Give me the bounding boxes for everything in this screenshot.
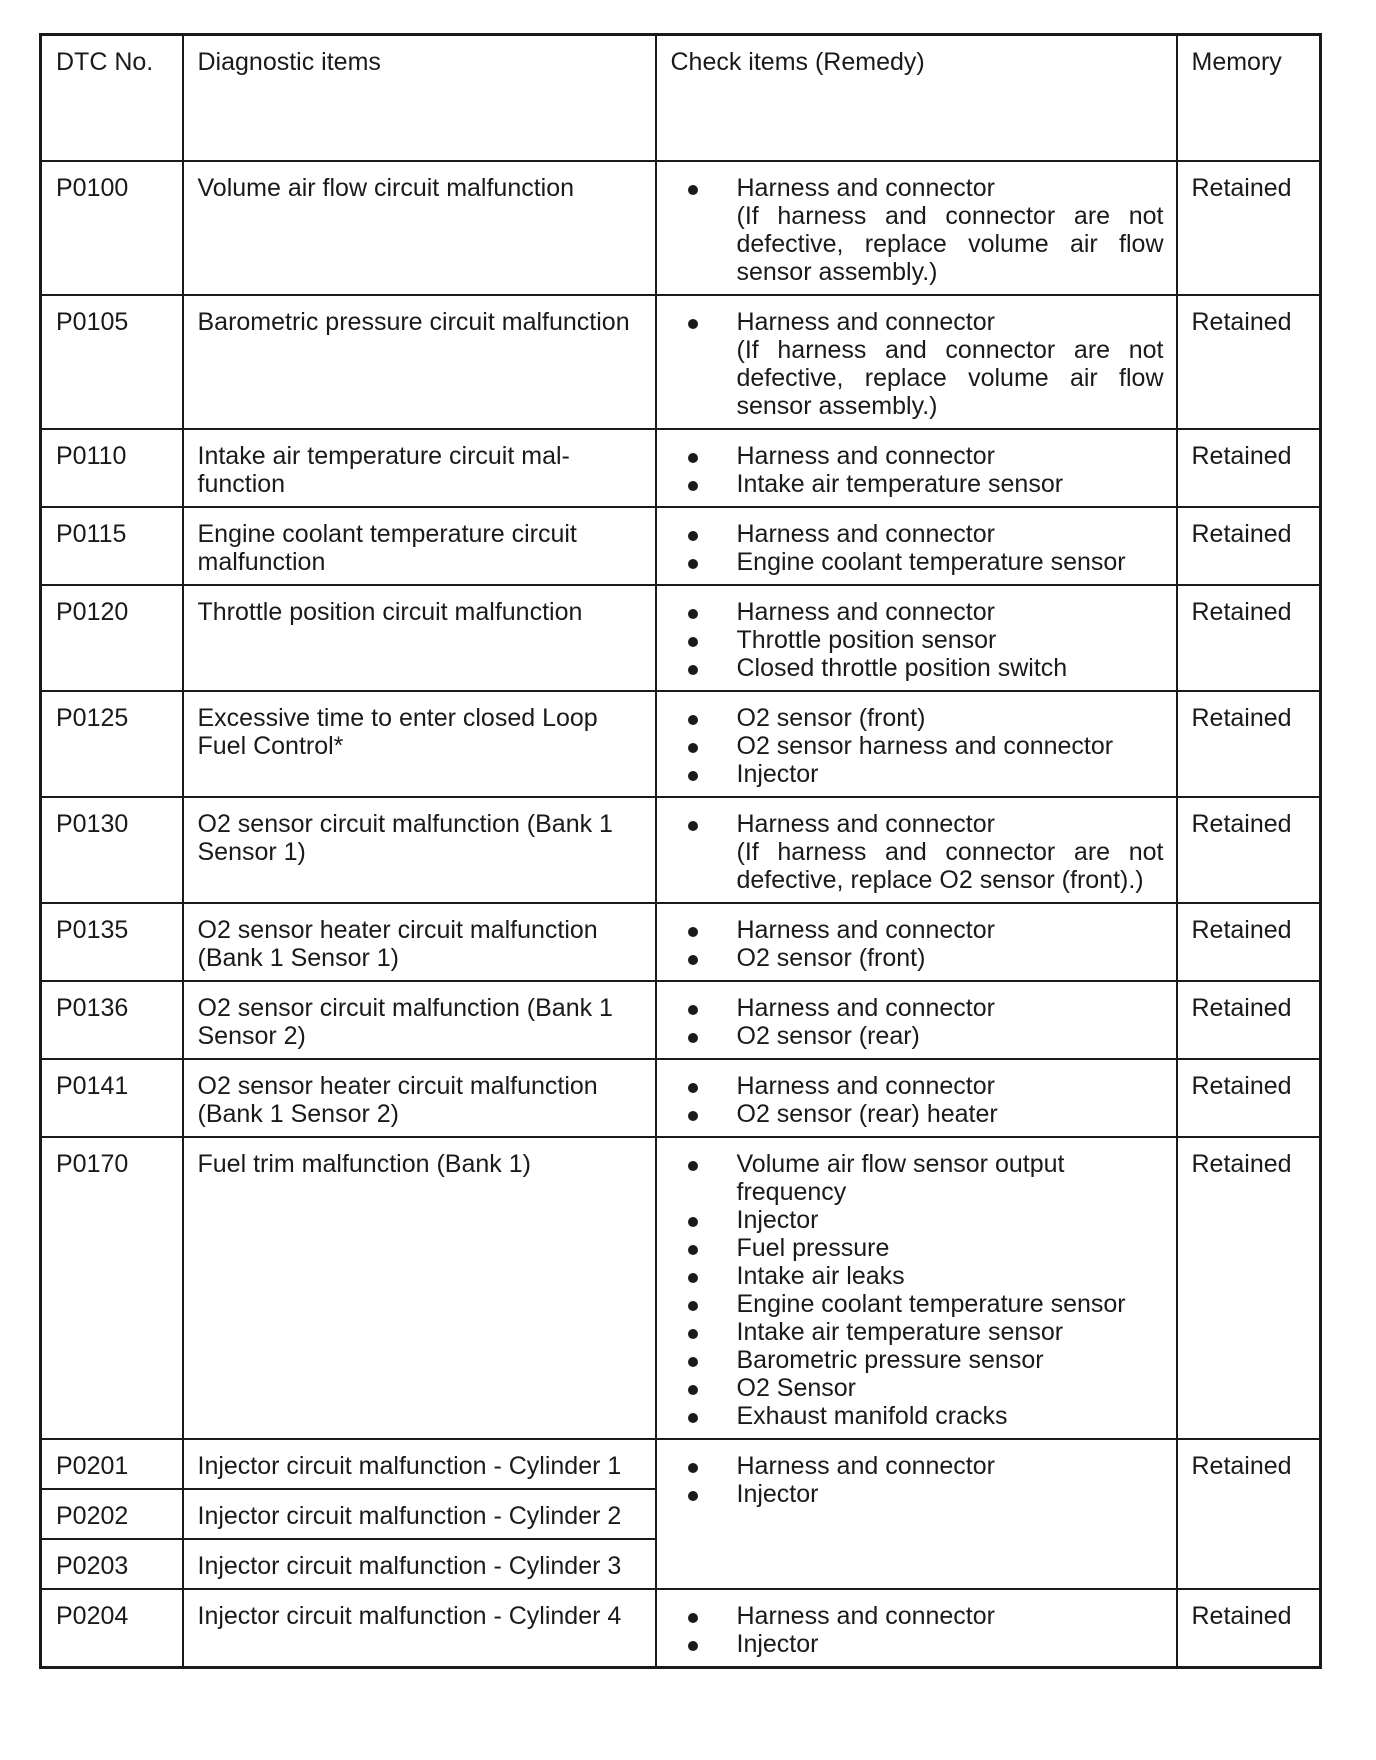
check-item — [671, 308, 1164, 420]
check-item: O2 sensor (front) — [671, 944, 1164, 972]
check-item: Injector — [671, 1206, 1164, 1234]
check-items-cell — [656, 1589, 1177, 1668]
check-item — [671, 810, 1164, 894]
check-item: Intake air temperature sensor — [671, 470, 1164, 498]
diagnostic-item: Injector circuit malfunction - Cylinder 3 — [183, 1539, 656, 1589]
check-items-cell — [656, 903, 1177, 981]
check-items-list — [671, 1150, 1164, 1430]
check-items-cell — [656, 161, 1177, 295]
check-item: Exhaust manifold cracks — [671, 1402, 1164, 1430]
check-item: O2 sensor (rear) heater — [671, 1100, 1164, 1128]
check-item: Volume air flow sensor output frequency — [671, 1150, 1164, 1206]
check-item: Harness and connector — [671, 994, 1164, 1022]
check-item: Throttle position sensor — [671, 626, 1164, 654]
check-items-list — [671, 174, 1164, 286]
diagnostic-item: Throttle position circuit malfunction — [183, 585, 656, 691]
diagnostic-item: Fuel trim malfunction (Bank 1) — [183, 1137, 656, 1439]
table-row — [41, 797, 1321, 903]
diagnostic-item: Injector circuit malfunction - Cylinder 2 — [183, 1489, 656, 1539]
check-items-list — [671, 994, 1164, 1050]
diagnostic-item: Intake air temperature circuit mal-function — [183, 429, 656, 507]
check-items-cell — [656, 691, 1177, 797]
diagnostic-item: Injector circuit malfunction - Cylinder 4 — [183, 1589, 656, 1668]
check-items-list — [671, 308, 1164, 420]
dtc-code: P0204 — [41, 1589, 183, 1668]
diagnostic-item: Injector circuit malfunction - Cylinder 1 — [183, 1439, 656, 1489]
check-item-label: Harness and connector — [736, 810, 995, 838]
table-row — [41, 1439, 1321, 1489]
dtc-code: P0136 — [41, 981, 183, 1059]
dtc-code: P0135 — [41, 903, 183, 981]
check-items-list — [671, 520, 1164, 576]
check-item-label: Harness and connector — [736, 308, 995, 336]
memory-status: Retained — [1177, 797, 1321, 903]
memory-status: Retained — [1177, 1059, 1321, 1137]
remedy-note: (If harness and connector are not defective, replace volume air flow sensor assembly.) — [736, 336, 1164, 420]
table-row — [41, 1589, 1321, 1668]
memory-status: Retained — [1177, 507, 1321, 585]
diagnostic-item: O2 sensor heater circuit malfunction (Bank 1 Sensor 1) — [183, 903, 656, 981]
check-items-list — [671, 1072, 1164, 1128]
table-row — [41, 1137, 1321, 1439]
dtc-code: P0105 — [41, 295, 183, 429]
check-item: Harness and connector — [671, 1452, 1164, 1480]
check-item: O2 Sensor — [671, 1374, 1164, 1402]
table-row — [41, 1059, 1321, 1137]
remedy-note: (If harness and connector are not defective, replace volume air flow sensor assembly.) — [736, 202, 1164, 286]
check-items-cell — [656, 797, 1177, 903]
dtc-code: P0203 — [41, 1539, 183, 1589]
memory-status: Retained — [1177, 1439, 1321, 1589]
check-items-list — [671, 1452, 1164, 1508]
memory-status: Retained — [1177, 1137, 1321, 1439]
header-diagnostic-items: Diagnostic items — [183, 35, 656, 162]
diagnostic-item: Barometric pressure circuit malfunction — [183, 295, 656, 429]
memory-status: Retained — [1177, 981, 1321, 1059]
dtc-code: P0100 — [41, 161, 183, 295]
check-item: Harness and connector — [671, 1072, 1164, 1100]
dtc-code: P0125 — [41, 691, 183, 797]
dtc-code: P0130 — [41, 797, 183, 903]
check-item: Intake air leaks — [671, 1262, 1164, 1290]
table-row — [41, 691, 1321, 797]
check-item: Fuel pressure — [671, 1234, 1164, 1262]
check-items-cell — [656, 981, 1177, 1059]
memory-status: Retained — [1177, 161, 1321, 295]
check-items-list — [671, 810, 1164, 894]
dtc-code: P0141 — [41, 1059, 183, 1137]
check-item-label: Harness and connector — [736, 174, 995, 202]
diagnostic-item: Engine coolant temperature circuit malfunction — [183, 507, 656, 585]
memory-status: Retained — [1177, 903, 1321, 981]
check-item: Engine coolant temperature sensor — [671, 548, 1164, 576]
memory-status: Retained — [1177, 1589, 1321, 1668]
check-item: O2 sensor (rear) — [671, 1022, 1164, 1050]
header-check-items: Check items (Remedy) — [656, 35, 1177, 162]
dtc-code: P0120 — [41, 585, 183, 691]
check-item: Injector — [671, 1630, 1164, 1658]
memory-status: Retained — [1177, 585, 1321, 691]
check-items-list — [671, 1602, 1164, 1658]
check-items-cell — [656, 1137, 1177, 1439]
diagnostic-item: Volume air flow circuit malfunction — [183, 161, 656, 295]
check-items-cell — [656, 295, 1177, 429]
check-item: Harness and connector — [671, 598, 1164, 626]
check-item: O2 sensor harness and connector — [671, 732, 1164, 760]
remedy-note: (If harness and connector are not defective, replace O2 sensor (front).) — [736, 838, 1164, 894]
table-row — [41, 161, 1321, 295]
check-items-list — [671, 442, 1164, 498]
table-row — [41, 507, 1321, 585]
check-items-cell — [656, 507, 1177, 585]
dtc-code: P0170 — [41, 1137, 183, 1439]
check-item: Intake air temperature sensor — [671, 1318, 1164, 1346]
check-item: Harness and connector — [671, 520, 1164, 548]
table-row — [41, 295, 1321, 429]
table-row — [41, 429, 1321, 507]
check-item: Engine coolant temperature sensor — [671, 1290, 1164, 1318]
diagnostic-item: Excessive time to enter closed Loop Fuel Control* — [183, 691, 656, 797]
check-items-list — [671, 598, 1164, 682]
memory-status: Retained — [1177, 295, 1321, 429]
check-item: Harness and connector — [671, 442, 1164, 470]
check-items-cell — [656, 1439, 1177, 1589]
dtc-table — [39, 33, 1322, 1669]
check-item: Closed throttle position switch — [671, 654, 1164, 682]
dtc-code: P0110 — [41, 429, 183, 507]
check-items-cell — [656, 585, 1177, 691]
header-memory: Memory — [1177, 35, 1321, 162]
check-item: Harness and connector — [671, 916, 1164, 944]
check-item: Injector — [671, 760, 1164, 788]
check-items-cell — [656, 429, 1177, 507]
check-items-cell — [656, 1059, 1177, 1137]
dtc-code: P0115 — [41, 507, 183, 585]
diagnostic-item: O2 sensor circuit malfunction (Bank 1 Sensor 2) — [183, 981, 656, 1059]
memory-status: Retained — [1177, 429, 1321, 507]
header-dtc-no: DTC No. — [41, 35, 183, 162]
dtc-code: P0202 — [41, 1489, 183, 1539]
check-items-list — [671, 916, 1164, 972]
check-item: Harness and connector — [671, 1602, 1164, 1630]
table-row — [41, 981, 1321, 1059]
diagnostic-item: O2 sensor circuit malfunction (Bank 1 Sensor 1) — [183, 797, 656, 903]
check-item — [671, 174, 1164, 286]
check-item: Barometric pressure sensor — [671, 1346, 1164, 1374]
diagnostic-item: O2 sensor heater circuit malfunction (Bank 1 Sensor 2) — [183, 1059, 656, 1137]
check-items-list — [671, 704, 1164, 788]
dtc-code: P0201 — [41, 1439, 183, 1489]
table-row — [41, 903, 1321, 981]
dtc-table-body — [41, 35, 1321, 1668]
table-header-row — [41, 35, 1321, 162]
check-item: O2 sensor (front) — [671, 704, 1164, 732]
table-row — [41, 585, 1321, 691]
memory-status: Retained — [1177, 691, 1321, 797]
check-item: Injector — [671, 1480, 1164, 1508]
